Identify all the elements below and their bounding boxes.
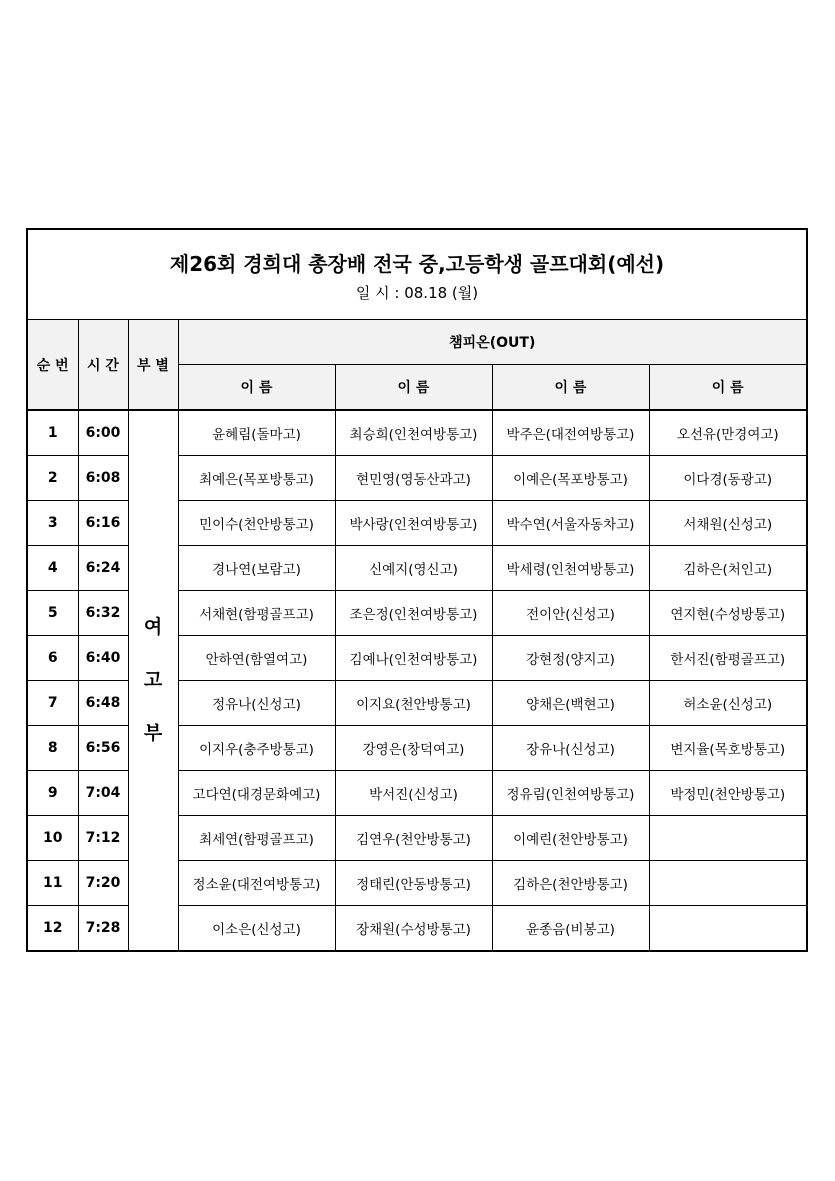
player-cell: 변지율(목호방통고): [649, 726, 806, 771]
player-cell: 신예지(영신고): [335, 546, 492, 591]
time-cell: 6:00: [78, 410, 128, 456]
table-row: [28, 410, 806, 456]
player-cell: 박세령(인천여방통고): [492, 546, 649, 591]
time-cell: 7:28: [78, 906, 128, 951]
schedule-body: [28, 410, 806, 950]
player-cell: 서채현(함평골프고): [178, 591, 335, 636]
player-cell: 김하은(천안방통고): [492, 861, 649, 906]
player-cell: 정태린(안동방통고): [335, 861, 492, 906]
player-cell: 정유림(인천여방통고): [492, 771, 649, 816]
order-cell: 11: [28, 861, 78, 906]
player-cell: 민이수(천안방통고): [178, 501, 335, 546]
player-cell: 김예나(인천여방통고): [335, 636, 492, 681]
player-cell: 한서진(함평골프고): [649, 636, 806, 681]
player-cell: 이지요(천안방통고): [335, 681, 492, 726]
player-cell: 서채원(신성고): [649, 501, 806, 546]
header-name-2: 이 름: [335, 365, 492, 411]
player-cell: 박사랑(인천여방통고): [335, 501, 492, 546]
header-row-1: [28, 320, 806, 365]
player-cell: 박서진(신성고): [335, 771, 492, 816]
player-cell: 경나연(보람고): [178, 546, 335, 591]
player-cell: 박수연(서울자동차고): [492, 501, 649, 546]
order-cell: 1: [28, 410, 78, 456]
order-cell: 9: [28, 771, 78, 816]
player-cell: 장채원(수성방통고): [335, 906, 492, 951]
player-cell: [649, 861, 806, 906]
player-cell: 정소윤(대전여방통고): [178, 861, 335, 906]
order-cell: 6: [28, 636, 78, 681]
order-cell: 7: [28, 681, 78, 726]
player-cell: 김하은(처인고): [649, 546, 806, 591]
player-cell: 정유나(신성고): [178, 681, 335, 726]
player-cell: 현민영(영동산과고): [335, 456, 492, 501]
order-cell: 12: [28, 906, 78, 951]
player-cell: 최승희(인천여방통고): [335, 410, 492, 456]
player-cell: 이소은(신성고): [178, 906, 335, 951]
player-cell: 박정민(천안방통고): [649, 771, 806, 816]
order-cell: 2: [28, 456, 78, 501]
player-cell: 허소윤(신성고): [649, 681, 806, 726]
time-cell: 6:08: [78, 456, 128, 501]
player-cell: 윤혜림(돌마고): [178, 410, 335, 456]
division-char: 고: [143, 668, 163, 691]
header-name-3: 이 름: [492, 365, 649, 411]
player-cell: 강현정(양지고): [492, 636, 649, 681]
player-cell: 이지우(충주방통고): [178, 726, 335, 771]
player-cell: 오선유(만경여고): [649, 410, 806, 456]
header-time: 시 간: [78, 320, 128, 410]
header-name-4: 이 름: [649, 365, 806, 411]
order-cell: 3: [28, 501, 78, 546]
time-cell: 6:56: [78, 726, 128, 771]
player-cell: 이예린(천안방통고): [492, 816, 649, 861]
order-cell: 4: [28, 546, 78, 591]
player-cell: 장유나(신성고): [492, 726, 649, 771]
player-cell: 이예은(목포방통고): [492, 456, 649, 501]
tee-time-table: [28, 320, 806, 951]
player-cell: [649, 816, 806, 861]
time-cell: 6:16: [78, 501, 128, 546]
player-cell: 김연우(천안방통고): [335, 816, 492, 861]
player-cell: 최예은(목포방통고): [178, 456, 335, 501]
player-cell: 전이안(신성고): [492, 591, 649, 636]
division-cell: [128, 410, 178, 950]
player-cell: 최세연(함평골프고): [178, 816, 335, 861]
player-cell: [649, 906, 806, 951]
header-division: 부 별: [128, 320, 178, 410]
player-cell: 고다연(대경문화예고): [178, 771, 335, 816]
division-char: 여: [143, 615, 163, 638]
player-cell: 안하연(함열여고): [178, 636, 335, 681]
time-cell: 7:12: [78, 816, 128, 861]
division-char: 부: [143, 721, 163, 744]
time-cell: 6:40: [78, 636, 128, 681]
order-cell: 8: [28, 726, 78, 771]
header-order: 순 번: [28, 320, 78, 410]
player-cell: 강영은(창덕여고): [335, 726, 492, 771]
player-cell: 연지현(수성방통고): [649, 591, 806, 636]
player-cell: 박주은(대전여방통고): [492, 410, 649, 456]
player-cell: 이다경(동광고): [649, 456, 806, 501]
schedule-sheet: [26, 228, 808, 952]
page-title: 제26회 경희대 총장배 전국 중,고등학생 골프대회(예선): [169, 252, 665, 276]
header-name-1: 이 름: [178, 365, 335, 411]
player-cell: 양채은(백현고): [492, 681, 649, 726]
date-line: 일 시 : 08.18 (월): [355, 284, 479, 302]
time-cell: 6:24: [78, 546, 128, 591]
title-box: [28, 230, 806, 320]
time-cell: 6:48: [78, 681, 128, 726]
player-cell: 윤종음(비봉고): [492, 906, 649, 951]
header-course: 챔피온(OUT): [178, 320, 806, 365]
time-cell: 6:32: [78, 591, 128, 636]
time-cell: 7:04: [78, 771, 128, 816]
player-cell: 조은정(인천여방통고): [335, 591, 492, 636]
order-cell: 5: [28, 591, 78, 636]
order-cell: 10: [28, 816, 78, 861]
time-cell: 7:20: [78, 861, 128, 906]
